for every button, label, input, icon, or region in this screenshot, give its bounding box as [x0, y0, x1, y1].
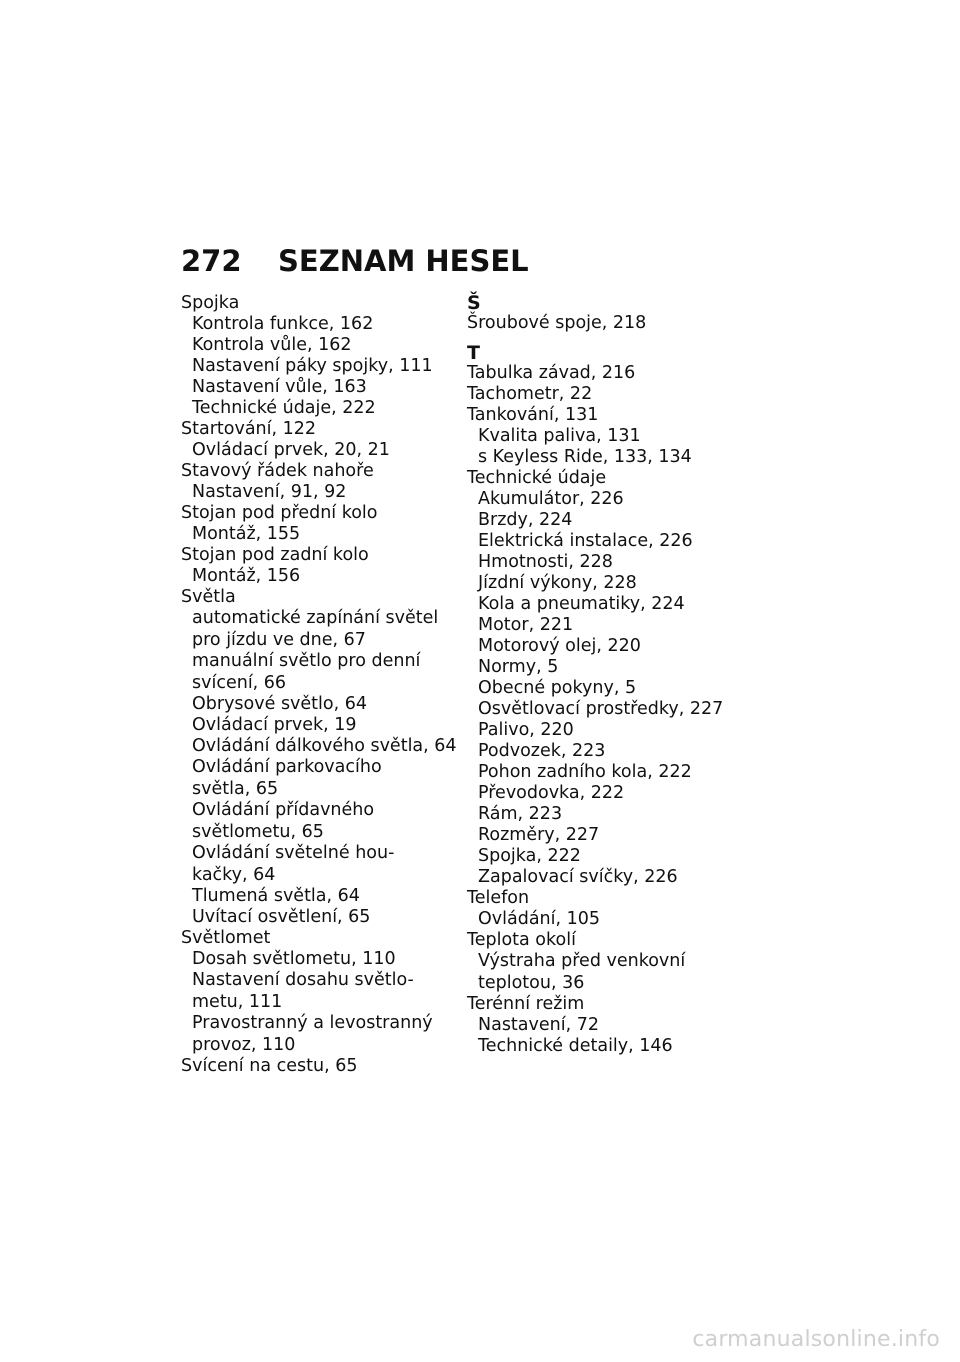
- index-subterm: Motorový olej, 220: [478, 636, 641, 656]
- index-subterm: [181, 651, 456, 694]
- index-term: Tankování, 131: [467, 405, 599, 425]
- index-term: Stojan pod přední kolo: [181, 503, 378, 523]
- page-number: 272: [181, 244, 242, 278]
- index-subterm: Akumulátor, 226: [478, 489, 624, 509]
- index-subterm-line: teplotou, 36: [478, 972, 585, 993]
- index-subterm-line: Nastavení dosahu světlo-: [192, 970, 414, 990]
- index-subterm-line: Pravostranný a levostranný: [192, 1013, 433, 1033]
- index-subterm-line: světla, 65: [192, 778, 279, 799]
- index-subterm-line: provoz, 110: [192, 1034, 296, 1055]
- index-subterm: Normy, 5: [478, 657, 559, 677]
- index-subterm: Ovládání, 105: [478, 909, 601, 929]
- letter-section: [467, 343, 737, 1057]
- index-subterm: Spojka, 222: [478, 846, 581, 866]
- index-subterm-line: Ovládání přídavného: [192, 800, 375, 820]
- index-subterm: Montáž, 155: [192, 524, 301, 544]
- index-subterm: Tlumená světla, 64: [192, 886, 360, 906]
- index-subterm: Montáž, 156: [192, 566, 301, 586]
- section-letter: T: [467, 342, 480, 364]
- index-subterm-line: světlometu, 65: [192, 821, 324, 842]
- index-subterm: [181, 757, 456, 800]
- letter-section: [467, 293, 737, 334]
- index-subterm-line: pro jízdu ve dne, 67: [192, 629, 366, 650]
- index-subterm-line: metu, 111: [192, 991, 283, 1012]
- index-term: Technické údaje: [467, 468, 607, 488]
- index-subterm: Nastavení vůle, 163: [192, 377, 367, 397]
- index-subterm: Ovládací prvek, 19: [192, 715, 357, 735]
- index-subterm: Kola a pneumatiky, 224: [478, 594, 685, 614]
- index-term: Světla: [181, 587, 236, 607]
- index-subterm: s Keyless Ride, 133, 134: [478, 447, 692, 467]
- index-subterm: Rozměry, 227: [478, 825, 600, 845]
- index-subterm-line: Ovládání světelné hou-: [192, 843, 395, 863]
- index-subterm-line: svícení, 66: [192, 672, 287, 693]
- index-subterm: Elektrická instalace, 226: [478, 531, 693, 551]
- index-subterm: Rám, 223: [478, 804, 563, 824]
- index-subterm: Obecné pokyny, 5: [478, 678, 637, 698]
- index-term: Telefon: [467, 888, 530, 908]
- section-letter: Š: [467, 292, 481, 314]
- index-subterm: Kontrola funkce, 162: [192, 314, 374, 334]
- index-subterm: Jízdní výkony, 228: [478, 573, 637, 593]
- index-subterm: Brzdy, 224: [478, 510, 573, 530]
- index-subterm: Nastavení páky spojky, 111: [192, 356, 433, 376]
- index-subterm: Osvětlovací prostředky, 227: [478, 699, 724, 719]
- page-title: SEZNAM HESEL: [278, 244, 529, 278]
- index-column-left: [181, 293, 456, 1077]
- index-subterm-line: Výstraha před venkovní: [478, 951, 686, 971]
- index-subterm: Technické údaje, 222: [192, 398, 376, 418]
- index-subterm: [181, 1013, 456, 1056]
- index-subterm-line: kačky, 64: [192, 864, 276, 885]
- index-subterm: Zapalovací svíčky, 226: [478, 867, 678, 887]
- index-term: Startování, 122: [181, 419, 317, 439]
- index-term: Tabulka závad, 216: [467, 363, 636, 383]
- index-subterm: Podvozek, 223: [478, 741, 606, 761]
- index-term: Stavový řádek nahoře: [181, 461, 374, 481]
- index-term: Šroubové spoje, 218: [467, 313, 647, 333]
- index-subterm: [181, 608, 456, 651]
- index-term: Teplota okolí: [467, 930, 576, 950]
- index-subterm: Ovládání dálkového světla, 64: [192, 736, 457, 756]
- index-term: Stojan pod zadní kolo: [181, 545, 369, 565]
- index-subterm: Pohon zadního kola, 222: [478, 762, 692, 782]
- index-term: Tachometr, 22: [467, 384, 593, 404]
- index-subterm: Palivo, 220: [478, 720, 574, 740]
- index-term: Terénní režim: [467, 994, 585, 1014]
- index-subterm: Motor, 221: [478, 615, 574, 635]
- index-subterm-line: Ovládání parkovacího: [192, 757, 382, 777]
- index-subterm: Ovládací prvek, 20, 21: [192, 440, 390, 460]
- page-header: [181, 244, 529, 278]
- index-subterm: Kvalita paliva, 131: [478, 426, 641, 446]
- index-subterm-line: manuální světlo pro denní: [192, 651, 421, 671]
- index-subterm: Nastavení, 72: [478, 1015, 599, 1035]
- index-subterm: [181, 843, 456, 886]
- index-column-right: [467, 293, 737, 1066]
- index-term: Světlomet: [181, 928, 271, 948]
- index-subterm: Dosah světlometu, 110: [192, 949, 396, 969]
- index-term: Svícení na cestu, 65: [181, 1056, 358, 1076]
- index-subterm: [181, 970, 456, 1013]
- index-subterm: [467, 951, 737, 994]
- index-subterm: Obrysové světlo, 64: [192, 694, 368, 714]
- index-subterm: Převodovka, 222: [478, 783, 625, 803]
- index-subterm-line: automatické zapínání světel: [192, 608, 439, 628]
- index-subterm: Nastavení, 91, 92: [192, 482, 347, 502]
- index-term: Spojka: [181, 293, 240, 313]
- index-subterm: Uvítací osvětlení, 65: [192, 907, 371, 927]
- index-subterm: Hmotnosti, 228: [478, 552, 613, 572]
- watermark[interactable]: carmanualsonline.info: [692, 1327, 940, 1352]
- index-subterm: Technické detaily, 146: [478, 1036, 673, 1056]
- index-subterm: [181, 800, 456, 843]
- index-subterm: Kontrola vůle, 162: [192, 335, 352, 355]
